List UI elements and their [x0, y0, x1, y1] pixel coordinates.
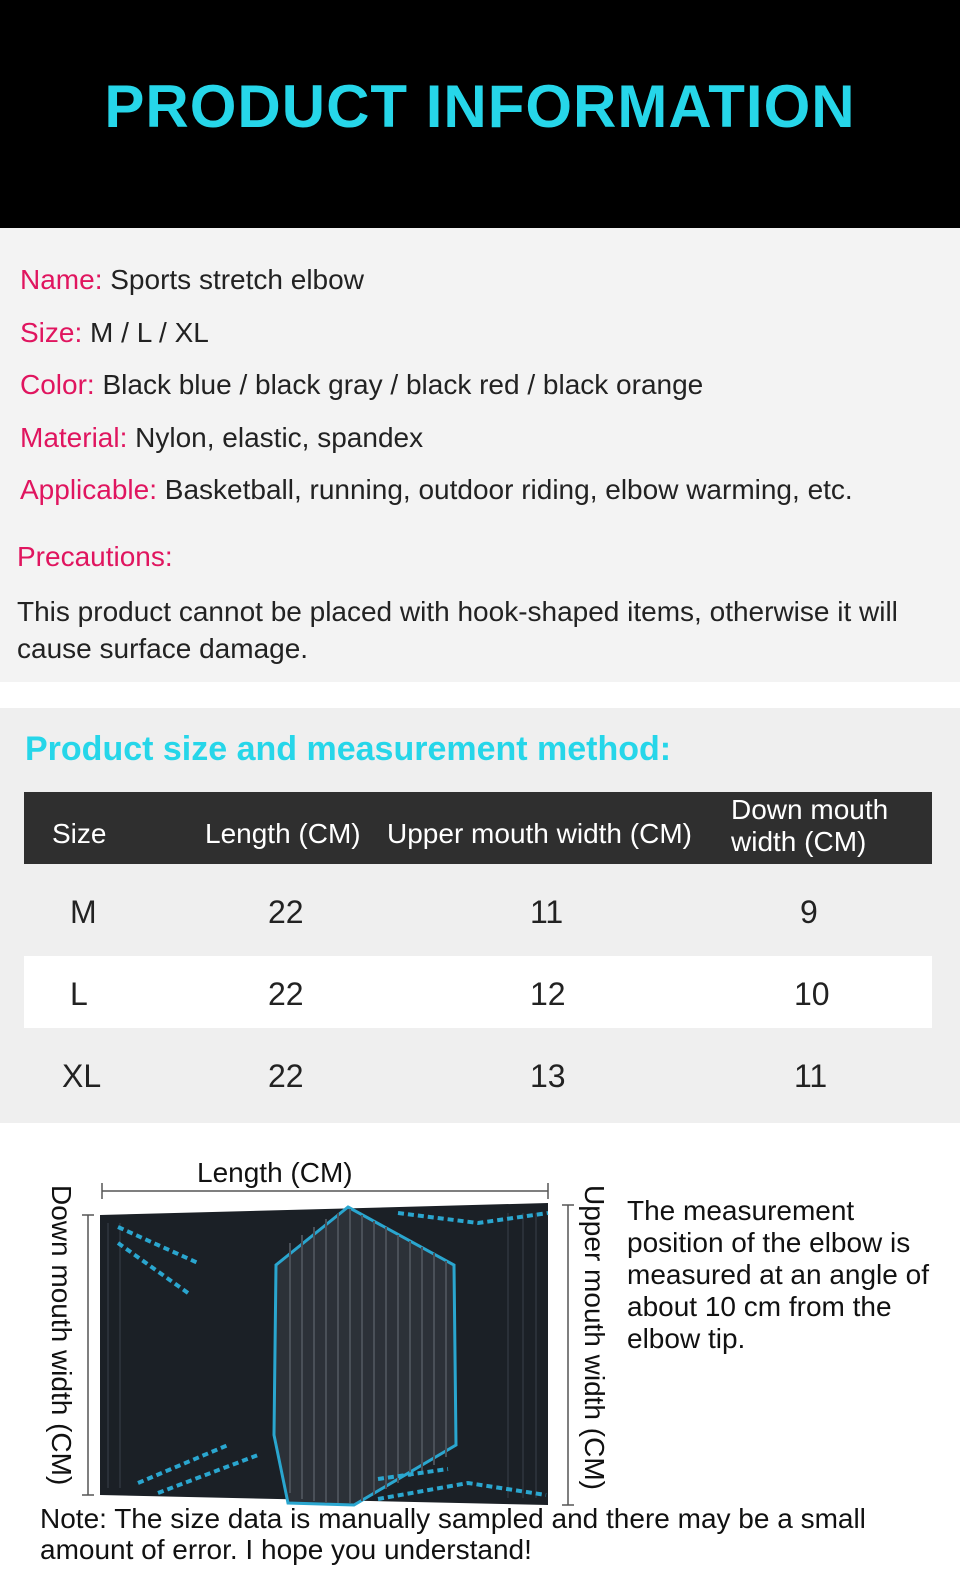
length-dimension-line	[102, 1183, 548, 1199]
cell-size: M	[70, 894, 97, 930]
info-row-name	[20, 264, 364, 296]
elbow-sleeve-illustration	[78, 1183, 578, 1513]
table-header	[24, 792, 932, 864]
length-label: Length (CM)	[197, 1157, 353, 1188]
precautions-text: This product cannot be placed with hook-shaped items, otherwise it will cause surface damage.	[17, 596, 898, 664]
cell-upper-width: 12	[530, 976, 566, 1012]
table-row	[24, 874, 932, 946]
info-value: Basketball, running, outdoor riding, elbow warming, etc.	[164, 474, 853, 505]
down-width-label: Down mouth width (CM)	[46, 1185, 77, 1486]
info-row-material	[20, 422, 423, 454]
cell-down-width: 11	[794, 1058, 828, 1094]
precautions-label: Precautions:	[17, 541, 173, 572]
page-title: PRODUCT INFORMATION	[104, 73, 856, 140]
cell-upper-width: 13	[530, 1058, 566, 1094]
cell-down-width: 9	[800, 894, 818, 930]
size-note: Note: The size data is manually sampled and there may be a small amount of error. I hope you understand!	[40, 1503, 866, 1565]
size-table-section	[0, 708, 960, 1123]
header-down-width-line1: Down mouth	[731, 794, 889, 825]
cell-down-width: 10	[794, 976, 830, 1012]
measurement-diagram	[0, 1123, 960, 1574]
cell-upper-width: 11	[530, 894, 564, 930]
info-label: Color:	[20, 369, 95, 400]
info-label: Applicable:	[20, 474, 157, 505]
section-divider	[0, 682, 960, 708]
info-row-size	[20, 317, 209, 349]
measurement-description: The measurement position of the elbow is measured at an angle of about 10 cm from the elbow tip.	[627, 1195, 929, 1354]
info-label: Name:	[20, 264, 103, 295]
header-banner	[0, 0, 960, 228]
header-length: Length (CM)	[205, 818, 361, 849]
info-label: Size:	[20, 317, 83, 348]
info-value: M / L / XL	[90, 317, 209, 348]
upper-width-label: Upper mouth width (CM)	[579, 1185, 610, 1490]
cell-length: 22	[268, 1058, 304, 1094]
info-value: Black blue / black gray / black red / black orange	[102, 369, 704, 400]
info-label: Material:	[20, 422, 128, 453]
down-width-dimension-line	[82, 1215, 94, 1495]
info-value: Sports stretch elbow	[110, 264, 364, 295]
cell-size: L	[70, 976, 88, 1012]
table-row	[24, 1038, 932, 1110]
header-upper-width: Upper mouth width (CM)	[387, 818, 692, 849]
info-value: Nylon, elastic, spandex	[135, 422, 424, 453]
header-size: Size	[52, 818, 107, 849]
cell-length: 22	[268, 894, 304, 930]
table-row	[24, 956, 932, 1028]
info-row-color	[20, 369, 703, 401]
cell-size: XL	[62, 1058, 102, 1094]
info-row-applicable	[20, 474, 853, 506]
header-down-width-line2: width (CM)	[731, 826, 867, 857]
cell-length: 22	[268, 976, 304, 1012]
size-table-title: Product size and measurement method:	[25, 730, 672, 768]
upper-width-dimension-line	[562, 1205, 574, 1505]
product-info-section	[0, 228, 960, 682]
